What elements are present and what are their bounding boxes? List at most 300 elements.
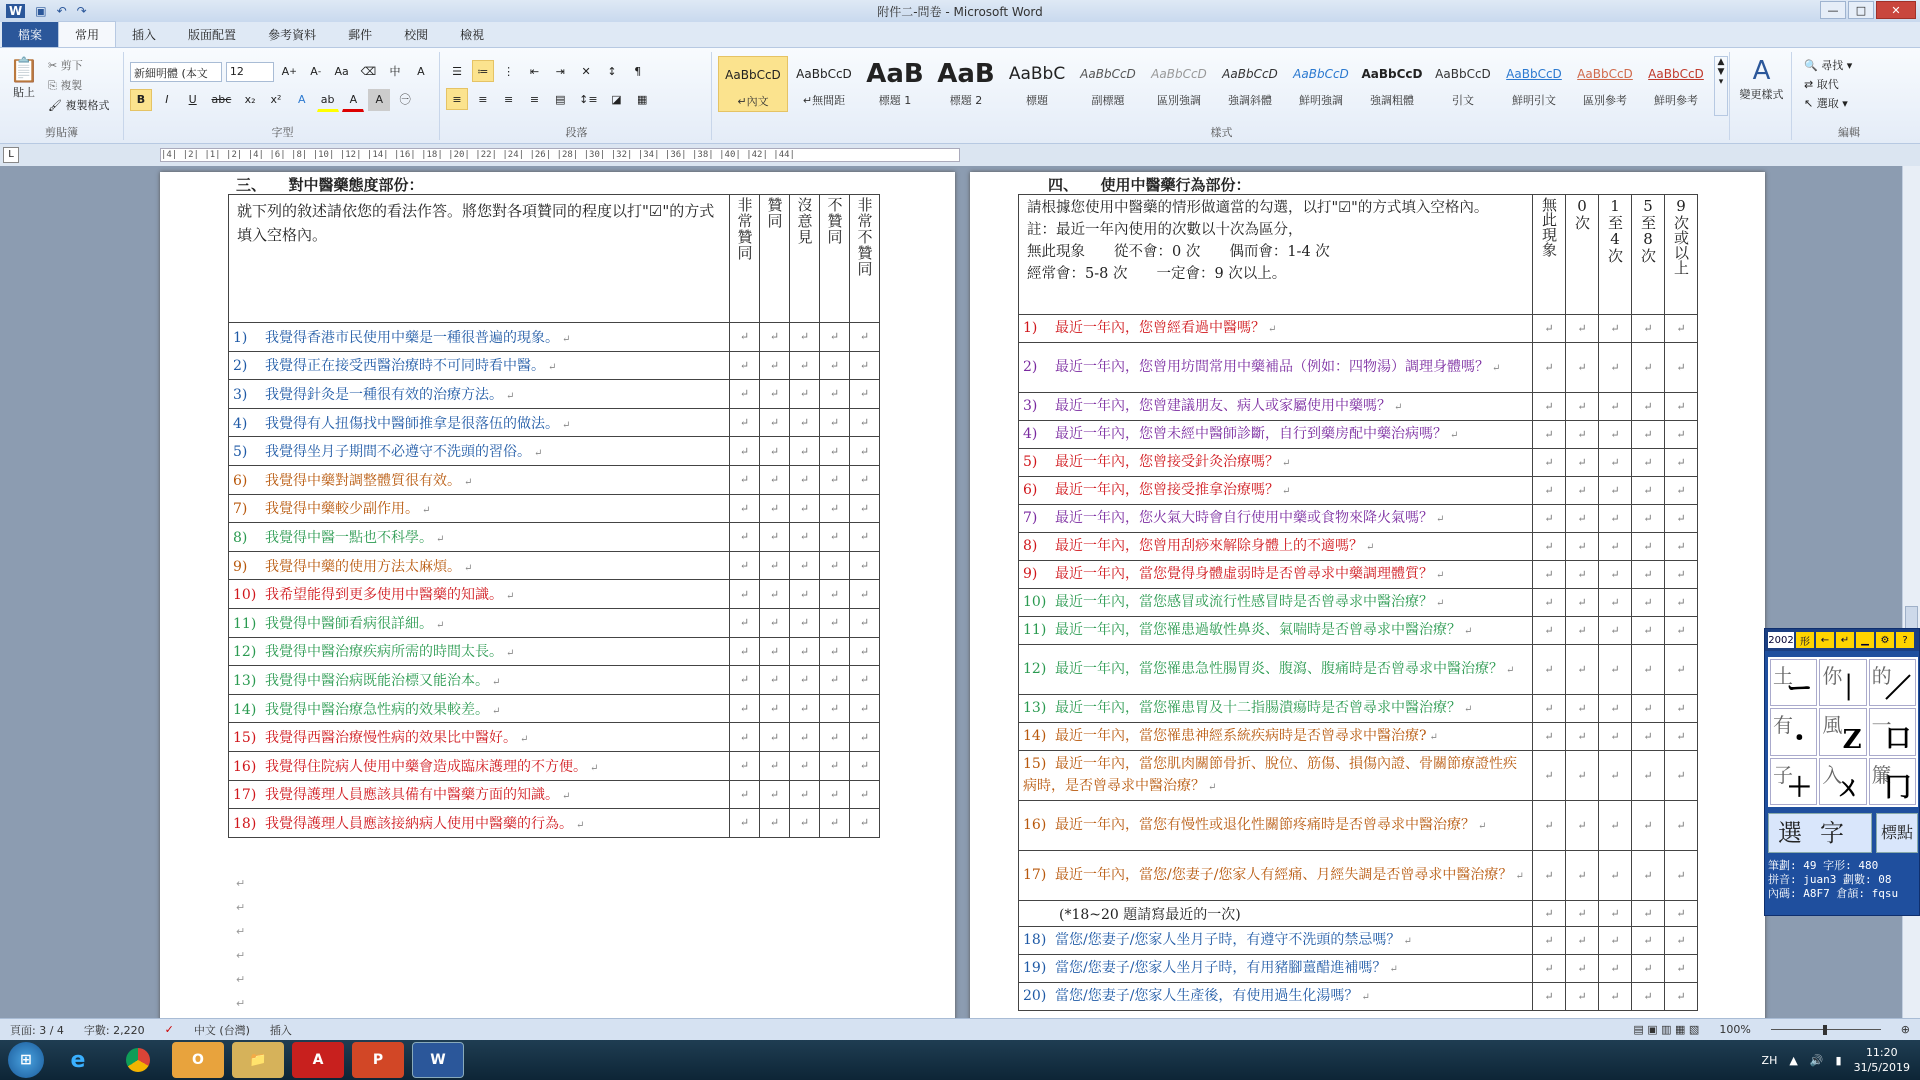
answer-checkbox-cell[interactable]: ↵ bbox=[730, 380, 760, 409]
phonetic-button[interactable]: 中 bbox=[389, 65, 401, 78]
answer-checkbox-cell[interactable]: ↵ bbox=[1566, 533, 1599, 561]
paste-button[interactable] bbox=[6, 56, 42, 100]
answer-checkbox-cell[interactable]: ↵ bbox=[760, 494, 790, 523]
cut-button[interactable] bbox=[48, 56, 109, 76]
style-item[interactable] bbox=[1570, 56, 1640, 112]
answer-checkbox-cell[interactable]: ↵ bbox=[820, 551, 850, 580]
answer-checkbox-cell[interactable]: ↵ bbox=[1665, 449, 1698, 477]
strikethrough-button[interactable]: abc bbox=[211, 93, 232, 106]
style-item[interactable] bbox=[1641, 56, 1711, 112]
answer-checkbox-cell[interactable]: ↵ bbox=[1533, 505, 1566, 533]
answer-checkbox-cell[interactable]: ↵ bbox=[1599, 343, 1632, 393]
answer-checkbox-cell[interactable]: ↵ bbox=[1632, 393, 1665, 421]
answer-checkbox-cell[interactable]: ↵ bbox=[790, 694, 820, 723]
tab-file[interactable]: 檔案 bbox=[2, 22, 58, 47]
answer-checkbox-cell[interactable]: ↵ bbox=[730, 637, 760, 666]
italic-button[interactable]: I bbox=[165, 93, 169, 106]
answer-checkbox-cell[interactable]: ↵ bbox=[1665, 751, 1698, 801]
answer-checkbox-cell[interactable]: ↵ bbox=[1566, 315, 1599, 343]
maximize-icon[interactable]: □ bbox=[1848, 1, 1874, 19]
answer-checkbox-cell[interactable]: ↵ bbox=[850, 465, 880, 494]
ruler-tab-selector[interactable] bbox=[0, 144, 24, 166]
answer-checkbox-cell[interactable]: ↵ bbox=[1632, 851, 1665, 901]
tab-references[interactable]: 參考資料 bbox=[268, 28, 317, 42]
answer-checkbox-cell[interactable]: ↵ bbox=[790, 465, 820, 494]
ime-enter-icon[interactable]: ↵ bbox=[1836, 632, 1854, 648]
answer-checkbox-cell[interactable]: ↵ bbox=[1533, 901, 1566, 927]
answer-checkbox-cell[interactable]: ↵ bbox=[1632, 315, 1665, 343]
insert-mode[interactable]: 插入 bbox=[269, 1023, 292, 1037]
answer-checkbox-cell[interactable]: ↵ bbox=[790, 580, 820, 609]
ime-candidate[interactable] bbox=[1819, 659, 1866, 706]
answer-checkbox-cell[interactable]: ↵ bbox=[1632, 983, 1665, 1011]
answer-checkbox-cell[interactable]: ↵ bbox=[760, 551, 790, 580]
start-button[interactable]: ⊞ bbox=[8, 1042, 44, 1078]
answer-checkbox-cell[interactable]: ↵ bbox=[1533, 645, 1566, 695]
ime-candidate[interactable] bbox=[1819, 708, 1866, 755]
answer-checkbox-cell[interactable]: ↵ bbox=[1599, 927, 1632, 955]
ime-mode-button[interactable]: 形 bbox=[1796, 632, 1814, 648]
answer-checkbox-cell[interactable]: ↵ bbox=[820, 723, 850, 752]
answer-checkbox-cell[interactable]: ↵ bbox=[760, 465, 790, 494]
answer-checkbox-cell[interactable]: ↵ bbox=[1632, 723, 1665, 751]
font-size-select[interactable]: 12 bbox=[226, 62, 274, 82]
answer-checkbox-cell[interactable]: ↵ bbox=[1533, 927, 1566, 955]
style-item[interactable] bbox=[1144, 56, 1214, 112]
word-count[interactable]: 字數: 2,220 bbox=[83, 1023, 145, 1037]
answer-checkbox-cell[interactable]: ↵ bbox=[820, 523, 850, 552]
answer-checkbox-cell[interactable]: ↵ bbox=[1533, 723, 1566, 751]
input-language[interactable]: ZH bbox=[1761, 1053, 1778, 1067]
tab-insert[interactable]: 插入 bbox=[132, 28, 157, 42]
answer-checkbox-cell[interactable]: ↵ bbox=[730, 551, 760, 580]
answer-checkbox-cell[interactable]: ↵ bbox=[1533, 393, 1566, 421]
answer-checkbox-cell[interactable]: ↵ bbox=[1599, 617, 1632, 645]
answer-checkbox-cell[interactable]: ↵ bbox=[1665, 645, 1698, 695]
answer-checkbox-cell[interactable]: ↵ bbox=[1599, 751, 1632, 801]
clock[interactable] bbox=[1854, 1045, 1910, 1075]
answer-checkbox-cell[interactable]: ↵ bbox=[730, 351, 760, 380]
horizontal-ruler[interactable]: |4| |2| |1| |2| |4| |6| |8| |10| |12| |14| |16| |18| |20| |22| |24| |26| |28| |30| |32| |34| |36| |38| |40| |42| |44| bbox=[160, 148, 960, 162]
answer-checkbox-cell[interactable]: ↵ bbox=[1533, 315, 1566, 343]
answer-checkbox-cell[interactable]: ↵ bbox=[1599, 561, 1632, 589]
highlight-button[interactable]: ab bbox=[317, 90, 339, 112]
style-item[interactable] bbox=[1073, 56, 1143, 112]
answer-checkbox-cell[interactable]: ↵ bbox=[1599, 645, 1632, 695]
redo-icon[interactable]: ↷ bbox=[76, 4, 87, 18]
answer-checkbox-cell[interactable]: ↵ bbox=[1632, 477, 1665, 505]
answer-checkbox-cell[interactable]: ↵ bbox=[1599, 955, 1632, 983]
multilevel-list-button[interactable]: ⋮ bbox=[503, 64, 515, 78]
answer-checkbox-cell[interactable]: ↵ bbox=[820, 751, 850, 780]
answer-checkbox-cell[interactable]: ↵ bbox=[1533, 695, 1566, 723]
answer-checkbox-cell[interactable]: ↵ bbox=[820, 608, 850, 637]
ime-punctuation-button[interactable]: 標點 bbox=[1876, 813, 1918, 853]
underline-button[interactable]: U bbox=[188, 93, 197, 106]
style-item[interactable] bbox=[1357, 56, 1427, 112]
answer-checkbox-cell[interactable]: ↵ bbox=[820, 580, 850, 609]
answer-checkbox-cell[interactable]: ↵ bbox=[850, 809, 880, 838]
proofing-icon[interactable]: ✓ bbox=[164, 1023, 174, 1036]
style-item[interactable] bbox=[860, 56, 930, 112]
style-item[interactable] bbox=[1428, 56, 1498, 112]
answer-checkbox-cell[interactable]: ↵ bbox=[760, 323, 790, 352]
answer-checkbox-cell[interactable]: ↵ bbox=[1665, 477, 1698, 505]
answer-checkbox-cell[interactable]: ↵ bbox=[790, 351, 820, 380]
borders-button[interactable]: ▦ bbox=[637, 92, 648, 106]
answer-checkbox-cell[interactable]: ↵ bbox=[1665, 561, 1698, 589]
tab-review[interactable]: 校閱 bbox=[404, 28, 429, 42]
answer-checkbox-cell[interactable]: ↵ bbox=[1632, 645, 1665, 695]
ime-candidate[interactable] bbox=[1869, 758, 1916, 805]
ime-settings-icon[interactable]: ⚙ bbox=[1876, 632, 1894, 648]
answer-checkbox-cell[interactable]: ↵ bbox=[1533, 421, 1566, 449]
answer-checkbox-cell[interactable]: ↵ bbox=[760, 351, 790, 380]
answer-checkbox-cell[interactable]: ↵ bbox=[790, 408, 820, 437]
line-spacing-button[interactable]: ↕≡ bbox=[579, 92, 598, 106]
answer-checkbox-cell[interactable]: ↵ bbox=[820, 809, 850, 838]
answer-checkbox-cell[interactable]: ↵ bbox=[820, 323, 850, 352]
superscript-button[interactable]: x² bbox=[270, 93, 282, 106]
answer-checkbox-cell[interactable]: ↵ bbox=[790, 380, 820, 409]
style-item[interactable] bbox=[1215, 56, 1285, 112]
answer-checkbox-cell[interactable]: ↵ bbox=[760, 780, 790, 809]
style-item[interactable] bbox=[1286, 56, 1356, 112]
answer-checkbox-cell[interactable]: ↵ bbox=[850, 380, 880, 409]
answer-checkbox-cell[interactable]: ↵ bbox=[760, 608, 790, 637]
answer-checkbox-cell[interactable]: ↵ bbox=[850, 408, 880, 437]
answer-checkbox-cell[interactable]: ↵ bbox=[850, 523, 880, 552]
answer-checkbox-cell[interactable]: ↵ bbox=[1665, 505, 1698, 533]
answer-checkbox-cell[interactable]: ↵ bbox=[1533, 477, 1566, 505]
answer-checkbox-cell[interactable]: ↵ bbox=[790, 666, 820, 695]
style-item[interactable] bbox=[1499, 56, 1569, 112]
answer-checkbox-cell[interactable]: ↵ bbox=[760, 580, 790, 609]
answer-checkbox-cell[interactable]: ↵ bbox=[730, 323, 760, 352]
close-icon[interactable]: ✕ bbox=[1876, 1, 1916, 19]
answer-checkbox-cell[interactable]: ↵ bbox=[760, 694, 790, 723]
answer-checkbox-cell[interactable]: ↵ bbox=[790, 751, 820, 780]
style-item[interactable] bbox=[1002, 56, 1072, 112]
sort-button[interactable]: ↕ bbox=[607, 64, 617, 78]
tab-view[interactable]: 檢視 bbox=[460, 28, 485, 42]
answer-checkbox-cell[interactable]: ↵ bbox=[730, 494, 760, 523]
word-icon[interactable]: W bbox=[412, 1042, 464, 1078]
style-item[interactable] bbox=[931, 56, 1001, 112]
grow-font-button[interactable]: A + bbox=[281, 65, 297, 78]
answer-checkbox-cell[interactable]: ↵ bbox=[1632, 901, 1665, 927]
copy-button[interactable] bbox=[48, 76, 109, 96]
answer-checkbox-cell[interactable]: ↵ bbox=[1632, 617, 1665, 645]
answer-checkbox-cell[interactable]: ↵ bbox=[820, 694, 850, 723]
distributed-button[interactable]: ▤ bbox=[555, 92, 566, 106]
undo-icon[interactable]: ↶ bbox=[56, 4, 67, 18]
answer-checkbox-cell[interactable]: ↵ bbox=[790, 780, 820, 809]
ime-min-icon[interactable]: ▁ bbox=[1856, 632, 1874, 648]
answer-checkbox-cell[interactable]: ↵ bbox=[760, 408, 790, 437]
answer-checkbox-cell[interactable]: ↵ bbox=[1566, 561, 1599, 589]
font-color-button[interactable]: A bbox=[342, 90, 364, 112]
volume-icon[interactable]: 🔊 bbox=[1809, 1053, 1824, 1067]
style-item[interactable] bbox=[789, 56, 859, 112]
answer-checkbox-cell[interactable]: ↵ bbox=[790, 551, 820, 580]
answer-checkbox-cell[interactable]: ↵ bbox=[1566, 421, 1599, 449]
answer-checkbox-cell[interactable]: ↵ bbox=[1665, 901, 1698, 927]
answer-checkbox-cell[interactable]: ↵ bbox=[730, 608, 760, 637]
decrease-indent-button[interactable]: ⇤ bbox=[529, 64, 540, 78]
answer-checkbox-cell[interactable]: ↵ bbox=[820, 380, 850, 409]
answer-checkbox-cell[interactable]: ↵ bbox=[1533, 589, 1566, 617]
answer-checkbox-cell[interactable]: ↵ bbox=[1533, 801, 1566, 851]
answer-checkbox-cell[interactable]: ↵ bbox=[760, 380, 790, 409]
answer-checkbox-cell[interactable]: ↵ bbox=[1599, 983, 1632, 1011]
zoom-slider[interactable] bbox=[1771, 1029, 1881, 1030]
answer-checkbox-cell[interactable]: ↵ bbox=[730, 523, 760, 552]
answer-checkbox-cell[interactable]: ↵ bbox=[1665, 695, 1698, 723]
answer-checkbox-cell[interactable]: ↵ bbox=[730, 780, 760, 809]
justify-button[interactable]: ≡ bbox=[529, 92, 540, 106]
style-item[interactable] bbox=[718, 56, 788, 112]
answer-checkbox-cell[interactable]: ↵ bbox=[850, 637, 880, 666]
answer-checkbox-cell[interactable]: ↵ bbox=[1566, 901, 1599, 927]
chrome-icon[interactable] bbox=[112, 1042, 164, 1078]
ime-left-icon[interactable]: ← bbox=[1816, 632, 1834, 648]
answer-checkbox-cell[interactable]: ↵ bbox=[1665, 315, 1698, 343]
view-buttons[interactable]: ▤ ▣ ▥ ▦ ▧ bbox=[1633, 1023, 1700, 1036]
zoom-in-icon[interactable]: ⊕ bbox=[1900, 1023, 1910, 1036]
answer-checkbox-cell[interactable]: ↵ bbox=[1533, 617, 1566, 645]
answer-checkbox-cell[interactable]: ↵ bbox=[790, 637, 820, 666]
ime-help-icon[interactable]: ? bbox=[1896, 632, 1914, 648]
answer-checkbox-cell[interactable]: ↵ bbox=[1632, 589, 1665, 617]
answer-checkbox-cell[interactable]: ↵ bbox=[1632, 533, 1665, 561]
page-count[interactable]: 頁面: 3 / 4 bbox=[10, 1023, 64, 1037]
answer-checkbox-cell[interactable]: ↵ bbox=[1599, 315, 1632, 343]
char-border-button[interactable]: A bbox=[417, 65, 425, 78]
answer-checkbox-cell[interactable]: ↵ bbox=[850, 780, 880, 809]
answer-checkbox-cell[interactable]: ↵ bbox=[1632, 751, 1665, 801]
answer-checkbox-cell[interactable]: ↵ bbox=[1566, 695, 1599, 723]
save-icon[interactable]: ▣ bbox=[35, 4, 47, 18]
answer-checkbox-cell[interactable]: ↵ bbox=[1632, 421, 1665, 449]
align-right-button[interactable]: ≡ bbox=[504, 92, 514, 106]
answer-checkbox-cell[interactable]: ↵ bbox=[1632, 561, 1665, 589]
answer-checkbox-cell[interactable]: ↵ bbox=[1599, 695, 1632, 723]
answer-checkbox-cell[interactable]: ↵ bbox=[730, 408, 760, 437]
answer-checkbox-cell[interactable]: ↵ bbox=[850, 751, 880, 780]
ime-candidate[interactable] bbox=[1869, 708, 1916, 755]
answer-checkbox-cell[interactable]: ↵ bbox=[1665, 801, 1698, 851]
answer-checkbox-cell[interactable]: ↵ bbox=[730, 580, 760, 609]
answer-checkbox-cell[interactable]: ↵ bbox=[730, 437, 760, 466]
answer-checkbox-cell[interactable]: ↵ bbox=[760, 437, 790, 466]
ime-candidate[interactable] bbox=[1770, 758, 1817, 805]
shrink-font-button[interactable]: A - bbox=[310, 65, 322, 78]
bold-button[interactable]: B bbox=[130, 89, 152, 111]
answer-checkbox-cell[interactable]: ↵ bbox=[1599, 505, 1632, 533]
answer-checkbox-cell[interactable]: ↵ bbox=[850, 323, 880, 352]
answer-checkbox-cell[interactable]: ↵ bbox=[1533, 561, 1566, 589]
answer-checkbox-cell[interactable]: ↵ bbox=[1599, 393, 1632, 421]
answer-checkbox-cell[interactable]: ↵ bbox=[1665, 533, 1698, 561]
answer-checkbox-cell[interactable]: ↵ bbox=[850, 666, 880, 695]
answer-checkbox-cell[interactable]: ↵ bbox=[730, 694, 760, 723]
answer-checkbox-cell[interactable]: ↵ bbox=[1632, 955, 1665, 983]
answer-checkbox-cell[interactable]: ↵ bbox=[1599, 723, 1632, 751]
powerpoint-icon[interactable]: P bbox=[352, 1042, 404, 1078]
text-effects-button[interactable]: A bbox=[297, 93, 306, 106]
answer-checkbox-cell[interactable]: ↵ bbox=[1665, 723, 1698, 751]
answer-checkbox-cell[interactable]: ↵ bbox=[730, 465, 760, 494]
answer-checkbox-cell[interactable]: ↵ bbox=[850, 723, 880, 752]
answer-checkbox-cell[interactable]: ↵ bbox=[1665, 343, 1698, 393]
answer-checkbox-cell[interactable]: ↵ bbox=[1599, 901, 1632, 927]
answer-checkbox-cell[interactable]: ↵ bbox=[1533, 983, 1566, 1011]
align-center-button[interactable]: ≡ bbox=[478, 92, 488, 106]
ie-icon[interactable]: e bbox=[70, 1047, 86, 1073]
ime-candidate[interactable] bbox=[1869, 659, 1916, 706]
answer-checkbox-cell[interactable]: ↵ bbox=[820, 437, 850, 466]
language-indicator[interactable]: 中文 (台灣) bbox=[193, 1023, 250, 1037]
answer-checkbox-cell[interactable]: ↵ bbox=[1566, 645, 1599, 695]
answer-checkbox-cell[interactable]: ↵ bbox=[1599, 421, 1632, 449]
answer-checkbox-cell[interactable]: ↵ bbox=[1599, 533, 1632, 561]
answer-checkbox-cell[interactable]: ↵ bbox=[1533, 955, 1566, 983]
answer-checkbox-cell[interactable]: ↵ bbox=[1632, 801, 1665, 851]
answer-checkbox-cell[interactable]: ↵ bbox=[1665, 955, 1698, 983]
char-shading-button[interactable]: A bbox=[368, 89, 390, 111]
answer-checkbox-cell[interactable]: ↵ bbox=[1566, 343, 1599, 393]
answer-checkbox-cell[interactable]: ↵ bbox=[850, 494, 880, 523]
answer-checkbox-cell[interactable]: ↵ bbox=[1665, 983, 1698, 1011]
answer-checkbox-cell[interactable]: ↵ bbox=[1533, 851, 1566, 901]
answer-checkbox-cell[interactable]: ↵ bbox=[790, 437, 820, 466]
answer-checkbox-cell[interactable]: ↵ bbox=[820, 351, 850, 380]
answer-checkbox-cell[interactable]: ↵ bbox=[820, 494, 850, 523]
subscript-button[interactable]: x₂ bbox=[244, 93, 256, 106]
answer-checkbox-cell[interactable]: ↵ bbox=[850, 551, 880, 580]
answer-checkbox-cell[interactable]: ↵ bbox=[1599, 477, 1632, 505]
answer-checkbox-cell[interactable]: ↵ bbox=[1599, 449, 1632, 477]
answer-checkbox-cell[interactable]: ↵ bbox=[1566, 477, 1599, 505]
explorer-icon[interactable]: 📁 bbox=[232, 1042, 284, 1078]
ime-select-button[interactable]: 選字 bbox=[1768, 813, 1872, 853]
answer-checkbox-cell[interactable]: ↵ bbox=[790, 608, 820, 637]
answer-checkbox-cell[interactable]: ↵ bbox=[820, 780, 850, 809]
answer-checkbox-cell[interactable]: ↵ bbox=[1632, 449, 1665, 477]
answer-checkbox-cell[interactable]: ↵ bbox=[1632, 505, 1665, 533]
answer-checkbox-cell[interactable]: ↵ bbox=[1566, 449, 1599, 477]
answer-checkbox-cell[interactable]: ↵ bbox=[790, 523, 820, 552]
answer-checkbox-cell[interactable]: ↵ bbox=[790, 809, 820, 838]
answer-checkbox-cell[interactable]: ↵ bbox=[1665, 393, 1698, 421]
network-icon[interactable]: ▮ bbox=[1835, 1053, 1842, 1067]
answer-checkbox-cell[interactable]: ↵ bbox=[820, 666, 850, 695]
answer-checkbox-cell[interactable]: ↵ bbox=[1566, 505, 1599, 533]
answer-checkbox-cell[interactable]: ↵ bbox=[1566, 955, 1599, 983]
align-left-button[interactable]: ≡ bbox=[446, 88, 468, 110]
numbering-button[interactable]: ≔ bbox=[472, 60, 494, 82]
answer-checkbox-cell[interactable]: ↵ bbox=[820, 637, 850, 666]
answer-checkbox-cell[interactable]: ↵ bbox=[760, 723, 790, 752]
answer-checkbox-cell[interactable]: ↵ bbox=[760, 637, 790, 666]
answer-checkbox-cell[interactable]: ↵ bbox=[1566, 801, 1599, 851]
minimize-icon[interactable]: — bbox=[1820, 1, 1846, 19]
answer-checkbox-cell[interactable]: ↵ bbox=[730, 809, 760, 838]
answer-checkbox-cell[interactable]: ↵ bbox=[1665, 589, 1698, 617]
answer-checkbox-cell[interactable]: ↵ bbox=[820, 408, 850, 437]
answer-checkbox-cell[interactable]: ↵ bbox=[1566, 723, 1599, 751]
answer-checkbox-cell[interactable]: ↵ bbox=[760, 809, 790, 838]
answer-checkbox-cell[interactable]: ↵ bbox=[1566, 927, 1599, 955]
answer-checkbox-cell[interactable]: ↵ bbox=[1599, 851, 1632, 901]
answer-checkbox-cell[interactable]: ↵ bbox=[790, 323, 820, 352]
ime-candidate[interactable] bbox=[1770, 708, 1817, 755]
answer-checkbox-cell[interactable]: ↵ bbox=[760, 751, 790, 780]
answer-checkbox-cell[interactable]: ↵ bbox=[850, 351, 880, 380]
answer-checkbox-cell[interactable]: ↵ bbox=[1632, 343, 1665, 393]
answer-checkbox-cell[interactable]: ↵ bbox=[1599, 589, 1632, 617]
answer-checkbox-cell[interactable]: ↵ bbox=[760, 666, 790, 695]
tray-arrow-icon[interactable]: ▲ bbox=[1789, 1053, 1798, 1067]
answer-checkbox-cell[interactable]: ↵ bbox=[730, 723, 760, 752]
answer-checkbox-cell[interactable]: ↵ bbox=[730, 666, 760, 695]
clear-format-button[interactable]: ⌫ bbox=[360, 65, 377, 78]
answer-checkbox-cell[interactable]: ↵ bbox=[1533, 751, 1566, 801]
answer-checkbox-cell[interactable]: ↵ bbox=[850, 608, 880, 637]
bullets-button[interactable]: ☰ bbox=[452, 64, 462, 78]
answer-checkbox-cell[interactable]: ↵ bbox=[1665, 851, 1698, 901]
answer-checkbox-cell[interactable]: ↵ bbox=[730, 751, 760, 780]
tab-page-layout[interactable]: 版面配置 bbox=[188, 28, 237, 42]
zoom-level[interactable]: 100% bbox=[1719, 1023, 1751, 1036]
answer-checkbox-cell[interactable]: ↵ bbox=[790, 494, 820, 523]
styles-scroll[interactable]: ▲ ▼ ▾ bbox=[1714, 56, 1728, 116]
select-button[interactable]: ↖ 選取 ▾ bbox=[1804, 97, 1848, 110]
find-button[interactable]: 🔍 尋找 ▾ bbox=[1804, 59, 1853, 72]
answer-checkbox-cell[interactable]: ↵ bbox=[1533, 343, 1566, 393]
asian-layout-button[interactable]: ✕ bbox=[581, 64, 591, 78]
replace-button[interactable] bbox=[1804, 75, 1852, 94]
answer-checkbox-cell[interactable]: ↵ bbox=[790, 723, 820, 752]
answer-checkbox-cell[interactable]: ↵ bbox=[1533, 449, 1566, 477]
answer-checkbox-cell[interactable]: ↵ bbox=[1566, 589, 1599, 617]
outlook-icon[interactable]: O bbox=[172, 1042, 224, 1078]
acrobat-icon[interactable]: A bbox=[292, 1042, 344, 1078]
show-marks-button[interactable]: ¶ bbox=[634, 64, 642, 78]
ime-candidate[interactable] bbox=[1770, 659, 1817, 706]
answer-checkbox-cell[interactable]: ↵ bbox=[1566, 617, 1599, 645]
change-case-button[interactable]: Aa bbox=[334, 65, 349, 78]
answer-checkbox-cell[interactable]: ↵ bbox=[1599, 801, 1632, 851]
answer-checkbox-cell[interactable]: ↵ bbox=[820, 465, 850, 494]
answer-checkbox-cell[interactable]: ↵ bbox=[1566, 851, 1599, 901]
answer-checkbox-cell[interactable]: ↵ bbox=[1632, 695, 1665, 723]
answer-checkbox-cell[interactable]: ↵ bbox=[850, 580, 880, 609]
answer-checkbox-cell[interactable]: ↵ bbox=[1566, 983, 1599, 1011]
change-styles-button[interactable] bbox=[1732, 52, 1791, 102]
answer-checkbox-cell[interactable]: ↵ bbox=[1632, 927, 1665, 955]
answer-checkbox-cell[interactable]: ↵ bbox=[1665, 617, 1698, 645]
answer-checkbox-cell[interactable]: ↵ bbox=[850, 694, 880, 723]
shading-button[interactable]: ◪ bbox=[611, 92, 622, 106]
font-name-select[interactable]: 新細明體 (本文 bbox=[130, 62, 222, 82]
increase-indent-button[interactable]: ⇥ bbox=[555, 64, 565, 78]
answer-checkbox-cell[interactable]: ↵ bbox=[1566, 393, 1599, 421]
tab-home[interactable]: 常用 bbox=[58, 21, 116, 47]
enclose-char-button[interactable]: ㊀ bbox=[399, 93, 411, 106]
answer-checkbox-cell[interactable]: ↵ bbox=[850, 437, 880, 466]
